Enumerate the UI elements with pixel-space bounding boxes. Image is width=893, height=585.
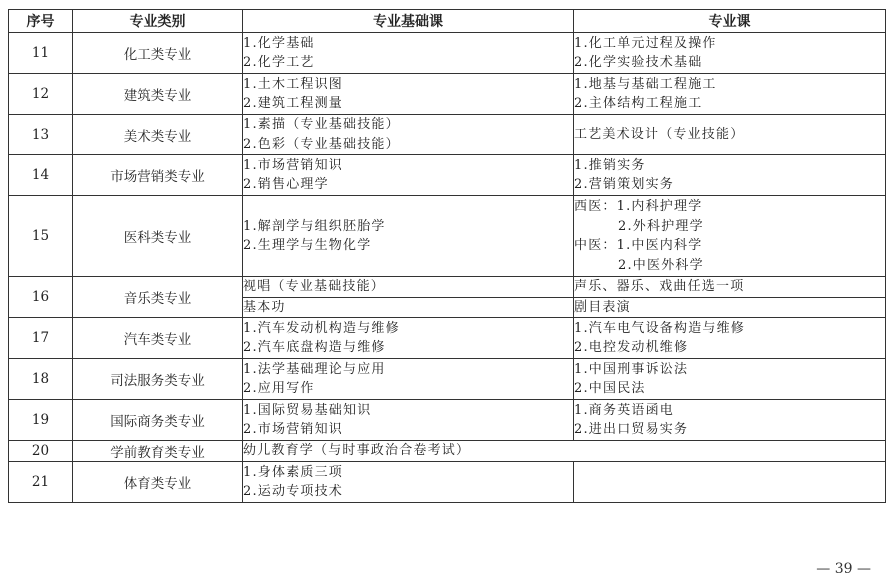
course-item: 2.主体结构工程施工 xyxy=(574,96,703,111)
course-item: 2.销售心理学 xyxy=(243,177,329,192)
row-number: 18 xyxy=(9,359,73,400)
course-item: 1.推销实务 xyxy=(574,157,646,173)
table-row xyxy=(9,33,886,74)
major-courses xyxy=(574,196,886,277)
course-item: 2.化学工艺 xyxy=(243,55,315,70)
course-item: 2.电控发动机维修 xyxy=(574,340,689,355)
course-item: 2.化学实验技术基础 xyxy=(574,55,703,70)
header-row xyxy=(9,10,886,33)
course-item: 西医：1.内科护理学 xyxy=(574,199,703,214)
basic-courses xyxy=(243,318,574,359)
basic-courses xyxy=(243,33,574,74)
basic-courses xyxy=(243,115,574,155)
table-row xyxy=(9,318,886,359)
row-category: 美术类专业 xyxy=(73,115,243,155)
basic-courses xyxy=(243,359,574,400)
major-courses xyxy=(574,318,886,359)
row-category: 音乐类专业 xyxy=(73,277,243,318)
course-item: 2.色彩（专业基础技能） xyxy=(243,136,400,152)
course-item: 2.进出口贸易实务 xyxy=(574,422,689,437)
course-item: 1.化学基础 xyxy=(243,35,315,51)
major-courses xyxy=(574,462,886,503)
major-courses xyxy=(574,400,886,441)
course-item: 1.化工单元过程及操作 xyxy=(574,35,717,51)
course-item: 1.商务英语函电 xyxy=(574,402,675,418)
course-item: 基本功 xyxy=(243,299,286,315)
table-row xyxy=(9,462,886,503)
basic-courses xyxy=(243,297,574,318)
course-item: 2.中国民法 xyxy=(574,381,646,396)
merged-courses xyxy=(243,441,886,462)
course-item: 1.地基与基础工程施工 xyxy=(574,76,717,92)
header-category: 专业类别 xyxy=(73,10,243,33)
course-item: 视唱（专业基础技能） xyxy=(243,279,386,294)
course-item: 1.土木工程识图 xyxy=(243,76,344,92)
row-number: 11 xyxy=(9,33,73,74)
row-category: 学前教育类专业 xyxy=(73,441,243,462)
table-row xyxy=(9,155,886,196)
basic-courses xyxy=(243,462,574,503)
row-category: 建筑类专业 xyxy=(73,74,243,115)
course-item: 2.外科护理学 xyxy=(618,218,704,234)
row-category: 医科类专业 xyxy=(73,196,243,277)
major-courses xyxy=(574,74,886,115)
basic-courses xyxy=(243,74,574,115)
row-number: 19 xyxy=(9,400,73,441)
basic-courses xyxy=(243,155,574,196)
course-item: 1.素描（专业基础技能） xyxy=(243,117,400,132)
basic-courses xyxy=(243,400,574,441)
row-number: 20 xyxy=(9,441,73,462)
course-item: 幼儿教育学（与时事政治合卷考试） xyxy=(243,443,471,459)
course-item: 中医：1.中医内科学 xyxy=(574,238,703,253)
row-number: 15 xyxy=(9,196,73,277)
row-number: 17 xyxy=(9,318,73,359)
course-item: 声乐、器乐、戏曲任选一项 xyxy=(574,279,745,294)
major-courses xyxy=(574,359,886,400)
course-item: 2.运动专项技术 xyxy=(243,484,344,499)
row-number: 16 xyxy=(9,277,73,318)
major-courses xyxy=(574,277,886,298)
major-courses xyxy=(574,33,886,74)
course-item: 1.解剖学与组织胚胎学 xyxy=(243,218,386,234)
table-row xyxy=(9,196,886,277)
course-item: 1.汽车电气设备构造与维修 xyxy=(574,320,746,336)
row-category: 国际商务类专业 xyxy=(73,400,243,441)
table-row xyxy=(9,400,886,441)
row-number: 12 xyxy=(9,74,73,115)
header-major-courses: 专业课 xyxy=(574,10,886,33)
table-row xyxy=(9,277,886,298)
header-no: 序号 xyxy=(9,10,73,33)
course-item: 剧目表演 xyxy=(574,299,631,315)
course-item: 工艺美术设计（专业技能） xyxy=(574,126,745,142)
course-item: 1.汽车发动机构造与维修 xyxy=(243,320,400,336)
row-number: 14 xyxy=(9,155,73,196)
major-courses xyxy=(574,115,886,155)
course-item: 2.建筑工程测量 xyxy=(243,96,344,111)
major-courses xyxy=(574,297,886,318)
row-category: 司法服务类专业 xyxy=(73,359,243,400)
course-item: 1.身体素质三项 xyxy=(243,464,344,480)
row-category: 汽车类专业 xyxy=(73,318,243,359)
basic-courses xyxy=(243,196,574,277)
major-courses xyxy=(574,155,886,196)
table-row xyxy=(9,359,886,400)
course-item: 2.生理学与生物化学 xyxy=(243,238,372,253)
table-row xyxy=(9,441,886,462)
course-item: 1.国际贸易基础知识 xyxy=(243,402,372,418)
course-item: 1.法学基础理论与应用 xyxy=(243,361,386,377)
row-number: 13 xyxy=(9,115,73,155)
table-row xyxy=(9,115,886,155)
course-item: 2.汽车底盘构造与维修 xyxy=(243,340,386,355)
course-item: 2.市场营销知识 xyxy=(243,422,344,437)
page-number: — 39 — xyxy=(816,561,871,577)
row-number: 21 xyxy=(9,462,73,503)
row-category: 体育类专业 xyxy=(73,462,243,503)
course-item: 2.应用写作 xyxy=(243,381,315,396)
course-item: 2.营销策划实务 xyxy=(574,177,675,192)
course-item: 2.中医外科学 xyxy=(618,257,704,273)
row-category: 化工类专业 xyxy=(73,33,243,74)
basic-courses xyxy=(243,277,574,298)
curriculum-table xyxy=(8,9,886,503)
header-basic-courses: 专业基础课 xyxy=(243,10,574,33)
row-category: 市场营销类专业 xyxy=(73,155,243,196)
course-item: 1.中国刑事诉讼法 xyxy=(574,361,689,377)
table-row xyxy=(9,74,886,115)
course-item: 1.市场营销知识 xyxy=(243,157,344,173)
